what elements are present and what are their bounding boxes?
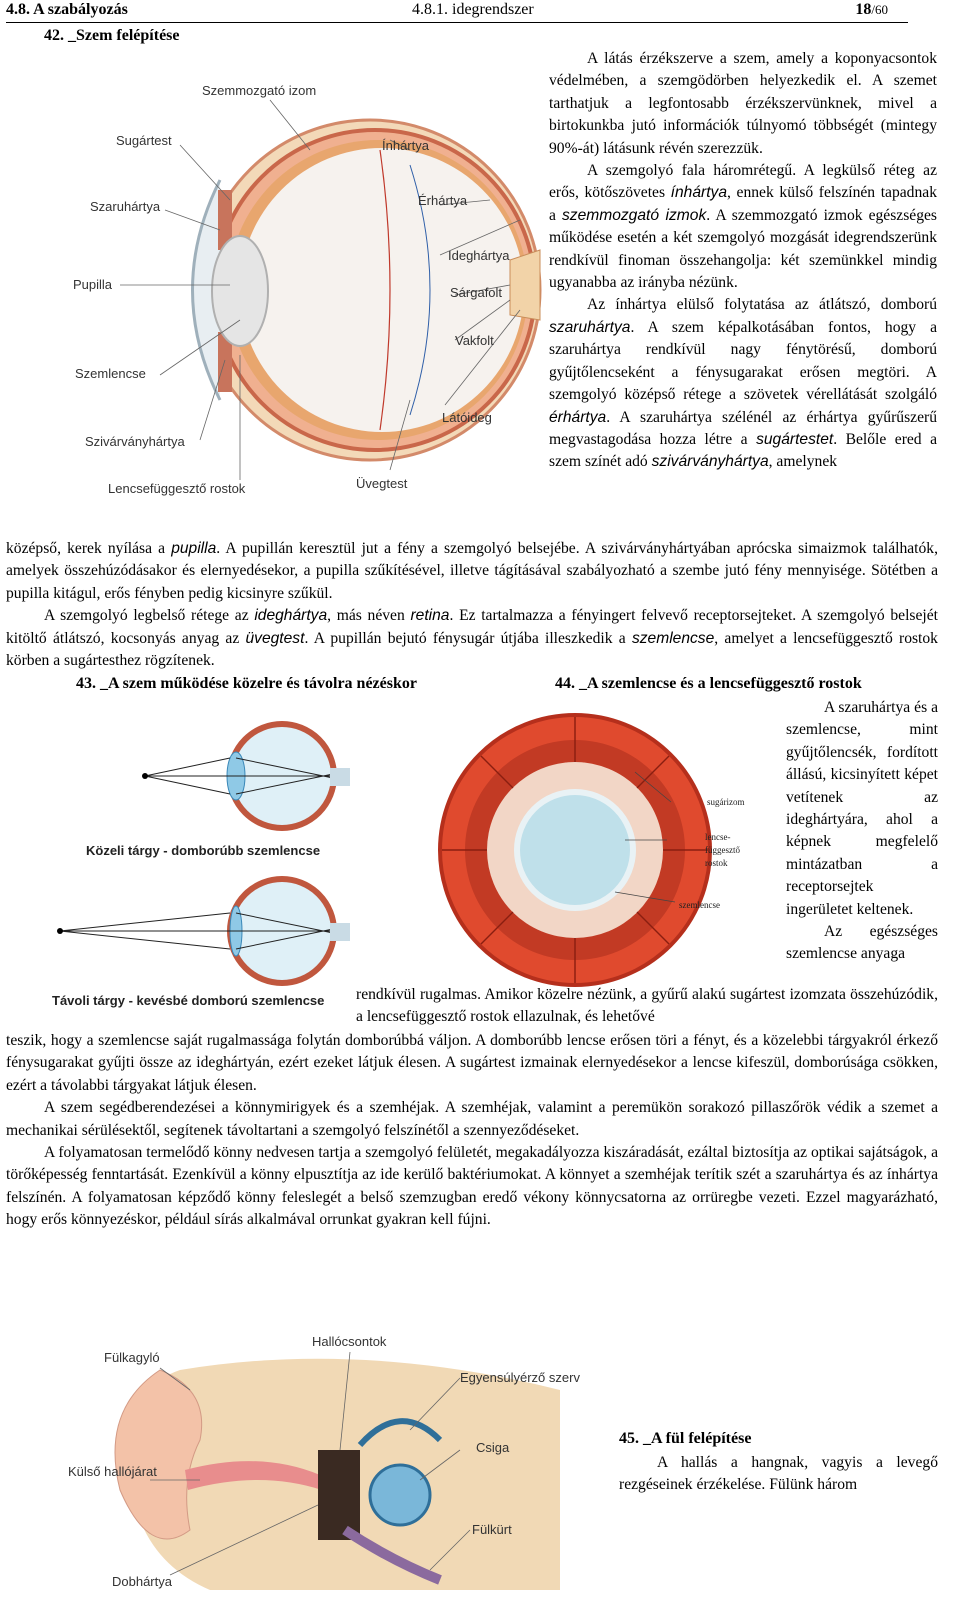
section-42-full — [6, 538, 938, 672]
section-43-title: 43. _A szem működése közelre és távolra nézéskor — [76, 675, 417, 692]
caption-near: Közeli tárgy - domborúbb szemlencse — [86, 843, 321, 858]
header-subsection: 4.8.1. idegrendszer — [412, 1, 534, 18]
para-wall-layers: A szemgolyó fala háromrétegű. A legkülső réteg az erős, kötőszövetes ínhártya, ennek külső felszínén tapadnak a szemmozgató izmok. A szemmozgató izmok egészséges működése esetén a két szemgolyó mozgását idegrendszerünk rendkívül finoman összehangolja: két szemünkkel mindig ugyanabba az irányba nézünk. — [549, 162, 937, 292]
label-muscle: Szemmozgató izom — [202, 83, 317, 98]
label-ciliary-muscle: sugárizom — [707, 797, 745, 807]
label-eustachian: Fülkürt — [472, 1522, 512, 1537]
section-44-right — [786, 697, 938, 966]
para-tears: A folyamatosan termelődő könny nedvesen tartja a szemgolyó felületét, megakadályozza kiszáradását, ezáltal biztosítja az optikai sajátságok, a törőképesség fenntartását. Ezenkívül a könny elpusztítja az ide kerülő baktériumokat. A könnyet a szemhéjak terítik szét a szaruhártya és az ínhártya felszínén. A folyamatosan képződő könny feleslegét a belső szemzugban eredő vékony könnycsatorna az orrüregbe vezeti. Ezzel magyarázható, hogy erős könnyezéskor, például sírás alkalmával orrunkat gyakran kell fújni. — [6, 1144, 938, 1229]
label-vestibular: Egyensúlyérző szerv — [460, 1370, 580, 1385]
eye-anatomy-figure — [70, 70, 540, 510]
cochlea-shape — [370, 1465, 430, 1525]
label-cochlea: Csiga — [476, 1440, 510, 1455]
label-auricle: Fülkagyló — [104, 1350, 160, 1365]
page-number: 18/60 — [855, 1, 888, 18]
label-zonule: Lencsefüggesztő rostok — [108, 481, 246, 496]
caption-far: Távoli tárgy - kevésbé domború szemlencse — [52, 993, 325, 1008]
accommodation-figure — [50, 718, 350, 1013]
section-45-text — [619, 1452, 938, 1497]
header-section: 4.8. A szabályozás — [6, 1, 128, 18]
label-retina: Ideghártya — [448, 248, 510, 263]
label-cornea: Szaruhártya — [90, 199, 161, 214]
label-lens: Szemlencse — [75, 366, 146, 381]
label-zonule-1: lencse- — [705, 832, 731, 842]
label-lens-44: szemlencse — [679, 900, 720, 910]
para-accommodation: teszik, hogy a szemlencse saját rugalmassága folytán domborúbbá váljon. A domborúbb lencse erősen töri a fényt, és a közelebbi tárgyakról érkező fénysugarakat gyűjti össze az ideghártyán, ezért ezeket látjuk élesen. A sugártest izmainak elernyedésekor a lencse kifeszül, domborúsága csökken, ezért a távolabbi tárgyakat látjuk élesen. — [6, 1032, 938, 1094]
label-choroid: Érhártya — [418, 193, 468, 208]
label-zonule-3: rostok — [705, 858, 728, 868]
far-eye-diagram — [57, 879, 350, 983]
section-44-title: 44. _A szemlencse és a lencsefüggesztő rostok — [555, 675, 862, 692]
label-ossicles: Hallócsontok — [312, 1334, 387, 1349]
para-image-formation: A szaruhártya és a szemlencse, mint gyűjtőlencsék, fordított állású, kicsinyített képet vetítenek az ideghártyára, ahol a képnek megfelelő mintázatban a receptorsejtek ingerületet keltenek. — [786, 699, 938, 918]
section-44-full — [6, 1030, 938, 1232]
section-45-title: 45. _A fül felépítése — [619, 1430, 752, 1447]
near-eye-diagram — [142, 724, 350, 828]
ear-anatomy-figure — [60, 1330, 580, 1600]
para-intro: A látás érzékszerve a szem, amely a koponyacsontok védelmében, a szemgödörben helyezkedik el. A szemet tarthatjuk a legfontosabb érzékszervünknek, mivel a birtokunkba jutó információk túlnyomó többségét (mintegy 90%-át) látásunk révén szerezzük. — [549, 50, 937, 157]
label-eardrum: Dobhártya — [112, 1574, 172, 1589]
label-inhartya: Ínhártya — [382, 138, 429, 153]
label-zonule-2: függesztő — [705, 845, 740, 855]
label-ear-canal: Külső hallójárat — [68, 1464, 157, 1479]
para-retina: A szemgolyó legbelső rétege az ideghártya, más néven retina. Ez tartalmazza a fényingert felvevő receptorsejteket. A szemgolyó belsejét kitöltő átlátszó, kocsonyás anyag az üvegtest. A pupillán bejutó fénysugár útjába illeszkedik a szemlencse, amelyet a lencsefüggesztő rostok körben a sugártesthez rögzítenek. — [6, 607, 938, 670]
para-pupil: középső, kerek nyílása a pupilla. A pupillán keresztül jut a fény a szemgolyó belsejébe. A szivárványhártyában aprócska simaizmok találhatók, amelyek összehúzódásakor és elernyedésekor, a pupilla szűkítésével, illetve tágításával szabályozható a szembe jutó fény mennyisége. Sötétben a pupilla kitágul, erős fényben pedig kicsinyre szűkül. — [6, 540, 938, 602]
middle-ear-cavity — [318, 1450, 360, 1540]
label-iris: Szivárványhártya — [85, 434, 185, 449]
label-blindspot: Vakfolt — [455, 333, 494, 348]
para-elastic-start: Az egészséges szemlencse anyaga — [786, 923, 938, 963]
para-cornea: Az ínhártya elülső folytatása az átlátszó, domború szaruhártya. A szem képalkotásában fontos, hogy a szaruhártya rendkívül nagy fénytörésű, domború gyűjtőlencseként a fénysugarakat erősen megtöri. A szemgolyó középső rétege a szövetek vérellátását szolgáló érhártya. A szaruhártya szélénél az érhártya gyűrűszerű megvastagodása hozza létre a sugártestet. Belőle ered a szem színét adó szivárványhártya, amelynek — [549, 296, 937, 471]
section-44-mid: rendkívül rugalmas. Amikor közelre nézünk, a gyűrű alakú sugártest izomzata összehúzódik, a lencsefüggesztő rostok ellazulnak, és lehetővé — [356, 986, 938, 1026]
section-42-text — [549, 48, 937, 474]
lens-shape — [212, 236, 268, 346]
label-ciliary: Sugártest — [116, 133, 172, 148]
page-header — [6, 0, 908, 23]
label-macula: Sárgafolt — [450, 285, 503, 300]
para-hearing: A hallás a hangnak, vagyis a levegő rezgéseinek érzékelése. Fülünk három — [619, 1454, 938, 1494]
lens-disc — [517, 792, 633, 908]
lens-zonule-figure — [435, 712, 785, 988]
para-eyelids: A szem segédberendezései a könnymirigyek és a szemhéjak. A szemhéjak, valamint a peremükön sorakozó pillaszőrök védik a szemet a mechanikai sérülésektől, segítenek távoltartani a szemgolyó felszínétől a szennyeződéseket. — [6, 1099, 938, 1139]
label-optic-nerve: Látóideg — [442, 410, 492, 425]
optic-nerve-shape — [510, 250, 540, 320]
label-pupil: Pupilla — [73, 277, 113, 292]
label-vitreous: Üvegtest — [356, 476, 408, 491]
section-42-title: 42. _Szem felépítése — [44, 27, 180, 44]
